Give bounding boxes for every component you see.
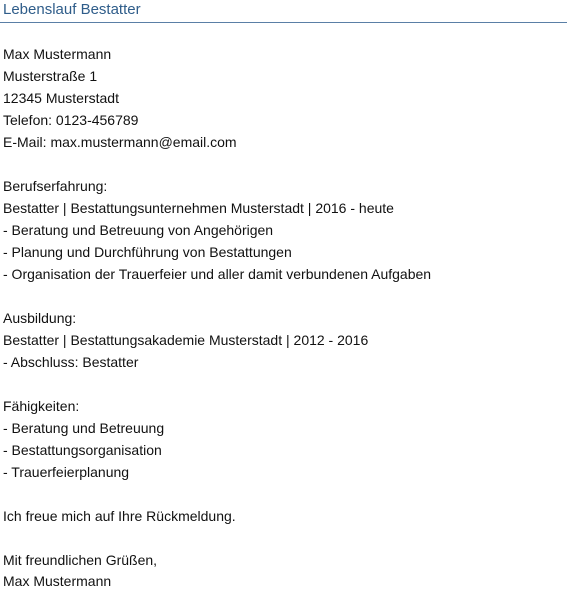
education-item: - Abschluss: Bestatter <box>3 354 139 370</box>
education-heading: Ausbildung: <box>3 310 77 326</box>
skills-heading: Fähigkeiten: <box>3 398 80 414</box>
skills-item: - Beratung und Betreuung <box>3 420 165 436</box>
contact-name: Max Mustermann <box>3 46 112 62</box>
title-divider <box>0 22 567 23</box>
document-title: Lebenslauf Bestatter <box>3 1 141 18</box>
experience-position: Bestatter | Bestattungsunternehmen Musterstadt | 2016 - heute <box>3 200 394 216</box>
contact-city: 12345 Musterstadt <box>3 90 119 106</box>
contact-email: E-Mail: max.mustermann@email.com <box>3 134 237 150</box>
experience-item: - Organisation der Trauerfeier und aller damit verbundenen Aufgaben <box>3 266 432 282</box>
contact-phone: Telefon: 0123-456789 <box>3 112 139 128</box>
skills-item: - Trauerfeierplanung <box>3 464 130 480</box>
experience-item: - Planung und Durchführung von Bestattungen <box>3 244 292 260</box>
closing-greeting: Mit freundlichen Grüßen, <box>3 552 158 568</box>
skills-item: - Bestattungsorganisation <box>3 442 162 458</box>
contact-street: Musterstraße 1 <box>3 68 98 84</box>
experience-item: - Beratung und Betreuung von Angehörigen <box>3 222 274 238</box>
closing-signature: Max Mustermann <box>3 573 112 589</box>
experience-heading: Berufserfahrung: <box>3 178 108 194</box>
closing-sentence: Ich freue mich auf Ihre Rückmeldung. <box>3 508 236 524</box>
education-position: Bestatter | Bestattungsakademie Musterstadt | 2012 - 2016 <box>3 332 369 348</box>
